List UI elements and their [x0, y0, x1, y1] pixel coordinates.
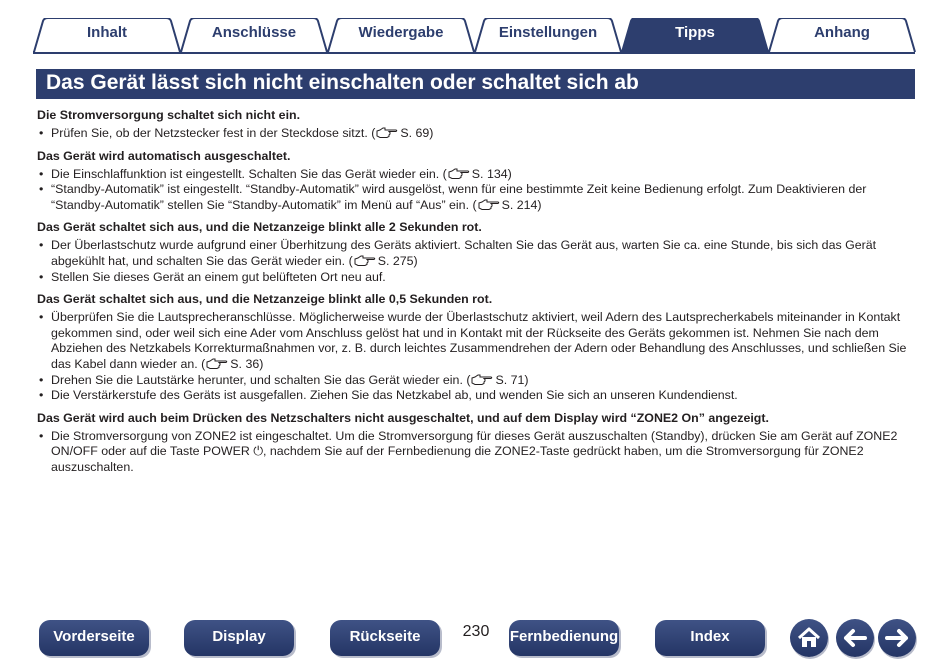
tab-wiedergabe[interactable] — [327, 18, 475, 52]
list-item — [37, 270, 909, 286]
button-label: Vorderseite — [53, 628, 135, 645]
tab-label: Einstellungen — [498, 24, 598, 41]
section-blink-2s — [37, 219, 909, 285]
tab-label: Anschlüsse — [211, 24, 297, 41]
list-item — [37, 182, 909, 213]
button-label: Index — [690, 628, 730, 645]
item-list — [37, 238, 909, 285]
hand-pointer-icon — [206, 358, 228, 369]
section-auto-off — [37, 148, 909, 214]
list-item — [37, 373, 909, 389]
hand-pointer-icon — [448, 168, 470, 179]
section-heading: Das Gerät wird automatisch ausgeschaltet. — [37, 148, 291, 163]
section-blink-05s — [37, 291, 909, 404]
list-item — [37, 126, 909, 142]
tab-anschluesse[interactable] — [180, 18, 328, 52]
section-heading: Das Gerät wird auch beim Drücken des Netzschalters nicht ausgeschaltet, und auf dem Display wird “ZONE2 On” angezeigt. — [37, 410, 769, 425]
item-list — [37, 126, 909, 142]
hand-pointer-icon — [376, 127, 398, 138]
item-text: “Standby-Automatik” ist eingestellt. “Standby-Automatik” wird ausgelöst, wenn für eine bestimmte Zeit keine Bedienung erfolgt. Zum Deaktivieren der “Standby-Automatik” stellen Sie “Standby-Automatik” im Menü auf “Aus” ein. ( — [51, 182, 867, 212]
forward-arrow-icon — [878, 619, 916, 657]
page-reference: S. 36) — [230, 356, 264, 371]
button-label: Display — [212, 628, 266, 645]
hand-pointer-icon — [471, 374, 493, 385]
button-label: Rückseite — [349, 628, 421, 645]
tab-label: Wiedergabe — [358, 24, 444, 41]
list-item — [37, 238, 909, 269]
page-reference: S. 134) — [471, 166, 512, 181]
page-reference-link[interactable] — [205, 357, 263, 371]
display-button[interactable] — [184, 620, 294, 656]
item-list — [37, 167, 909, 214]
front-panel-button[interactable] — [39, 620, 149, 656]
tab-label: Anhang — [814, 24, 870, 41]
item-list — [37, 429, 909, 476]
page-reference-link[interactable] — [447, 167, 512, 181]
tab-anhang[interactable] — [768, 18, 916, 52]
item-text: Der Überlastschutz wurde aufgrund einer Überhitzung des Geräts aktiviert. Schalten Sie das Gerät aus, warten Sie ca. eine Stunde, bis sich das Gerät abgekühlt hat, und schalten Sie das Gerät wieder ein. ( — [51, 238, 877, 268]
forward-button[interactable] — [878, 619, 916, 657]
title-bar — [36, 69, 915, 99]
list-item — [37, 167, 909, 183]
section-heading: Die Stromversorgung schaltet sich nicht ein. — [37, 108, 301, 122]
item-text: Die Stromversorgung von ZONE2 ist eingeschaltet. Um die Stromversorgung für dieses Gerät auszuschalten (Standby), drücken Sie am Gerät auf ZONE2 ON/OFF oder auf die Taste POWER ⏻, nachdem Sie auf der Fernbedienung die ZONE2-Taste gedrückt haben, um die Stromversorgung für ZONE2 auszuschalten. — [51, 428, 898, 474]
hand-pointer-icon — [478, 199, 500, 210]
tab-label: Tipps — [675, 24, 715, 41]
section-heading: Das Gerät schaltet sich aus, und die Netzanzeige blinkt alle 0,5 Sekunden rot. — [37, 292, 493, 307]
section-heading: Das Gerät schaltet sich aus, und die Netzanzeige blinkt alle 2 Sekunden rot. — [37, 220, 482, 235]
item-text: Drehen Sie die Lautstärke herunter, und schalten Sie das Gerät wieder ein. ( — [51, 372, 471, 387]
page-reference: S. 69) — [400, 126, 434, 140]
page-number: 230 — [462, 623, 490, 640]
item-text: Die Verstärkerstufe des Geräts ist ausgefallen. Ziehen Sie das Netzkabel ab, und wenden Sie sich an unseren Kundendienst. — [51, 388, 738, 403]
hand-pointer-icon — [354, 255, 376, 266]
page-reference: S. 214) — [501, 197, 542, 212]
item-text: Überprüfen Sie die Lautsprecheranschlüsse. Möglicherweise wurde der Überlastschutz aktiviert, weil Adern des Lautsprecherkabels miteinander in Kontakt gekommen sind, oder weil sich eine Ader vom Anschluss gelöst hat und in Kontakt mit der Rückseite des Geräts gekommen ist. Nehmen Sie nach dem Abziehen des Netzkabels Korrekturmaßnahmen vor, z. B. durch leichtes Zusammendrehen der Adern oder Behandlung des Anschlusses, und schließen Sie das Kabel dann wieder an. ( — [51, 310, 907, 371]
page-reference: S. 71) — [495, 372, 529, 387]
back-button[interactable] — [836, 619, 874, 657]
tab-einstellungen[interactable] — [474, 18, 622, 52]
item-text: Stellen Sie dieses Gerät an einem gut belüfteten Ort neu auf. — [51, 269, 386, 284]
home-icon — [790, 619, 828, 657]
button-label: Fernbedienung — [509, 628, 619, 645]
main-content — [37, 107, 909, 482]
home-button[interactable] — [790, 619, 828, 657]
section-zone2-on — [37, 410, 909, 476]
list-item — [37, 310, 909, 372]
page-reference-link[interactable] — [353, 254, 418, 268]
section-power-not-on — [37, 107, 909, 142]
tab-tipps[interactable] — [621, 18, 769, 52]
tab-bar — [33, 18, 915, 54]
back-arrow-icon — [836, 619, 874, 657]
remote-control-button[interactable] — [509, 620, 619, 656]
item-text: Prüfen Sie, ob der Netzstecker fest in der Steckdose sitzt. ( — [51, 126, 376, 140]
item-text: Die Einschlaffunktion ist eingestellt. Schalten Sie das Gerät wieder ein. ( — [51, 166, 447, 181]
list-item — [37, 388, 909, 404]
rear-panel-button[interactable] — [330, 620, 440, 656]
page-reference-link[interactable] — [477, 198, 542, 212]
page-reference-link[interactable] — [470, 373, 528, 387]
tab-label: Inhalt — [87, 24, 127, 41]
list-item — [37, 429, 909, 476]
page-reference-link[interactable] — [375, 126, 433, 140]
item-list — [37, 310, 909, 404]
page-title: Das Gerät lässt sich nicht einschalten oder schaltet sich ab — [46, 71, 639, 94]
page-reference: S. 275) — [377, 253, 418, 268]
index-button[interactable] — [655, 620, 765, 656]
tab-inhalt[interactable] — [33, 18, 181, 52]
